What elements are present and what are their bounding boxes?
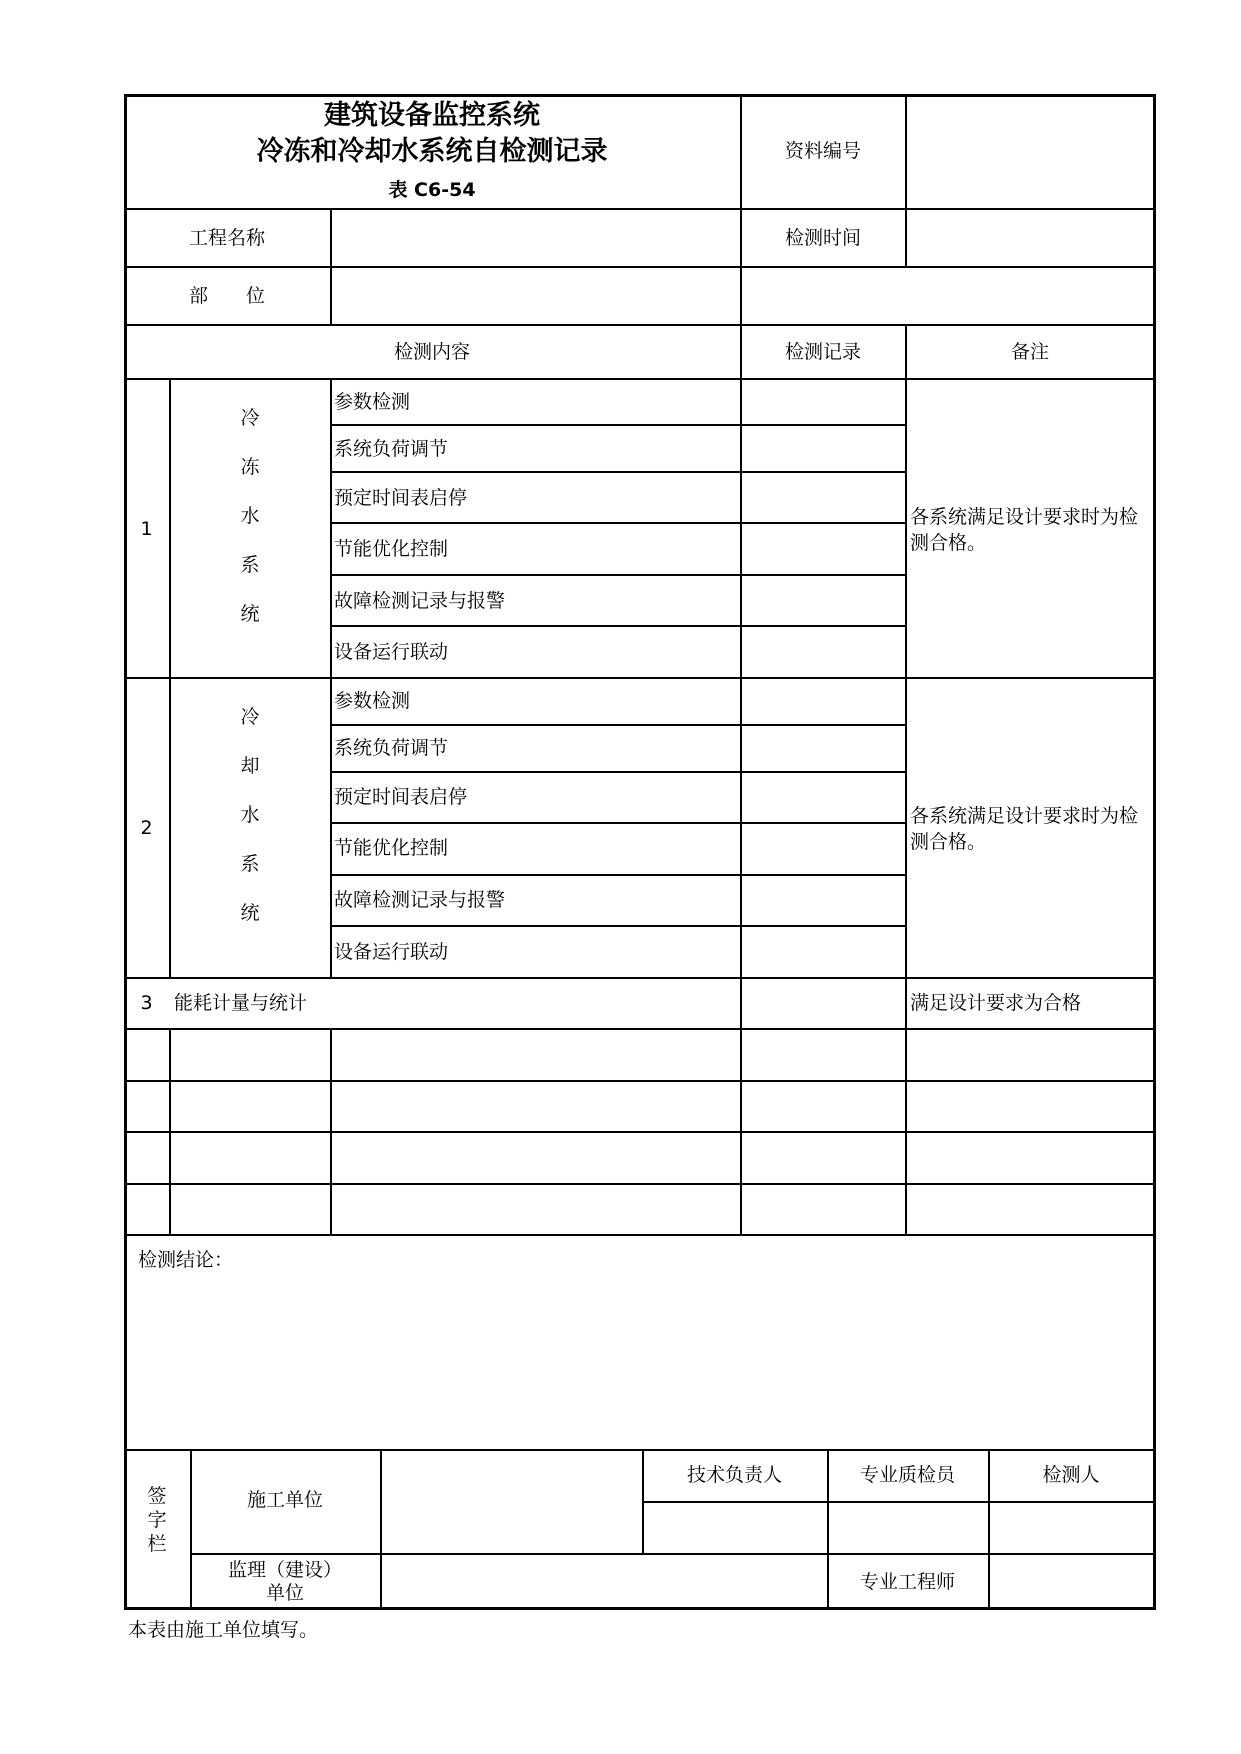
engineer-label: 专业工程师 [859,1571,955,1593]
rule [330,771,906,773]
quality-inspector-signature[interactable] [829,1503,986,1551]
signature-section-label [124,1484,190,1556]
col-header-remark: 备注 [1010,341,1049,363]
rule [124,977,1156,979]
signature-label-text: 签字栏 [147,1485,167,1555]
test-item: 故障检测记录与报警 [334,889,506,911]
conclusion-label: 检测结论： [138,1249,234,1271]
rule [330,625,906,627]
tester-signature[interactable] [990,1503,1154,1551]
project-name-label: 工程名称 [188,227,265,249]
group-name-char: 统 [240,603,260,625]
rule [124,324,1156,326]
test-item: 节能优化控制 [334,837,449,859]
quality-inspector-label: 专业质检员 [859,1464,955,1486]
rule [124,1028,1156,1030]
table-number: 表 C6-54 [388,179,476,201]
group-number: 2 [140,817,153,839]
rule [330,424,906,426]
test-item: 设备运行联动 [334,941,449,963]
test-item: 参数检测 [334,391,411,413]
conclusion-field[interactable] [126,1280,1154,1446]
group-name-char: 统 [240,902,260,924]
group-remark: 各系统满足设计要求时为检测合格。 [910,506,1139,554]
test-item: 系统负荷调节 [334,438,449,460]
rule [740,94,742,325]
form-title-line1: 建筑设备监控系统 [324,100,540,131]
group-name-char: 冷 [240,407,260,429]
rule [330,378,332,978]
group-name-char: 系 [240,554,260,576]
doc-no-label: 资料编号 [784,140,861,162]
rule [169,1028,171,1235]
rule [330,574,906,576]
rule [330,874,906,876]
group-remark: 各系统满足设计要求时为检测合格。 [910,805,1139,853]
construction-unit-label: 施工单位 [246,1489,323,1511]
rule [330,471,906,473]
group-name-char: 系 [240,853,260,875]
energy-metering-item: 能耗计量与统计 [174,992,308,1014]
rule [330,925,906,927]
group-name-char: 冷 [240,706,260,728]
test-time-label: 检测时间 [784,227,861,249]
footnote: 本表由施工单位填写。 [128,1619,319,1641]
rule [330,1028,332,1235]
test-item: 设备运行联动 [334,641,449,663]
test-item: 预定时间表启停 [334,786,468,808]
group-name-char: 冻 [240,456,260,478]
tester-label: 检测人 [1042,1464,1100,1486]
rule [905,324,907,1235]
location-label: 部 位 [188,285,265,307]
rule [740,324,742,1235]
group-number: 1 [140,518,153,540]
rule [330,724,906,726]
group-name-char: 却 [240,755,260,777]
supervision-unit-label-line2: 单位 [265,1582,304,1604]
supervision-unit-signature[interactable] [382,1555,825,1607]
rule [124,208,1156,210]
rule [124,378,1156,380]
row3-remark: 满足设计要求为合格 [910,992,1082,1014]
form-title-line2: 冷冻和冷却水系统自检测记录 [256,136,608,167]
col-header-content: 检测内容 [393,341,470,363]
rule [124,1080,1156,1082]
rule [124,1234,1156,1236]
rule [124,266,1156,268]
test-item: 系统负荷调节 [334,737,449,759]
supervision-unit-label-line1: 监理（建设） [227,1559,342,1581]
test-item: 预定时间表启停 [334,487,468,509]
tech-lead-label: 技术负责人 [686,1464,782,1486]
rule [330,822,906,824]
rule [169,378,171,978]
rule [124,677,1156,679]
group-name-char: 水 [240,804,260,826]
construction-unit-signature[interactable] [382,1451,640,1551]
rule [124,1183,1156,1185]
test-item: 节能优化控制 [334,538,449,560]
group-number: 3 [140,992,153,1014]
group-name-char: 水 [240,505,260,527]
test-item: 故障检测记录与报警 [334,590,506,612]
rule [330,522,906,524]
test-item: 参数检测 [334,690,411,712]
rule [124,1131,1156,1133]
engineer-signature[interactable] [990,1555,1154,1607]
col-header-record: 检测记录 [784,341,861,363]
tech-lead-signature[interactable] [644,1503,825,1551]
rule [124,1449,1156,1451]
rule [330,208,332,325]
